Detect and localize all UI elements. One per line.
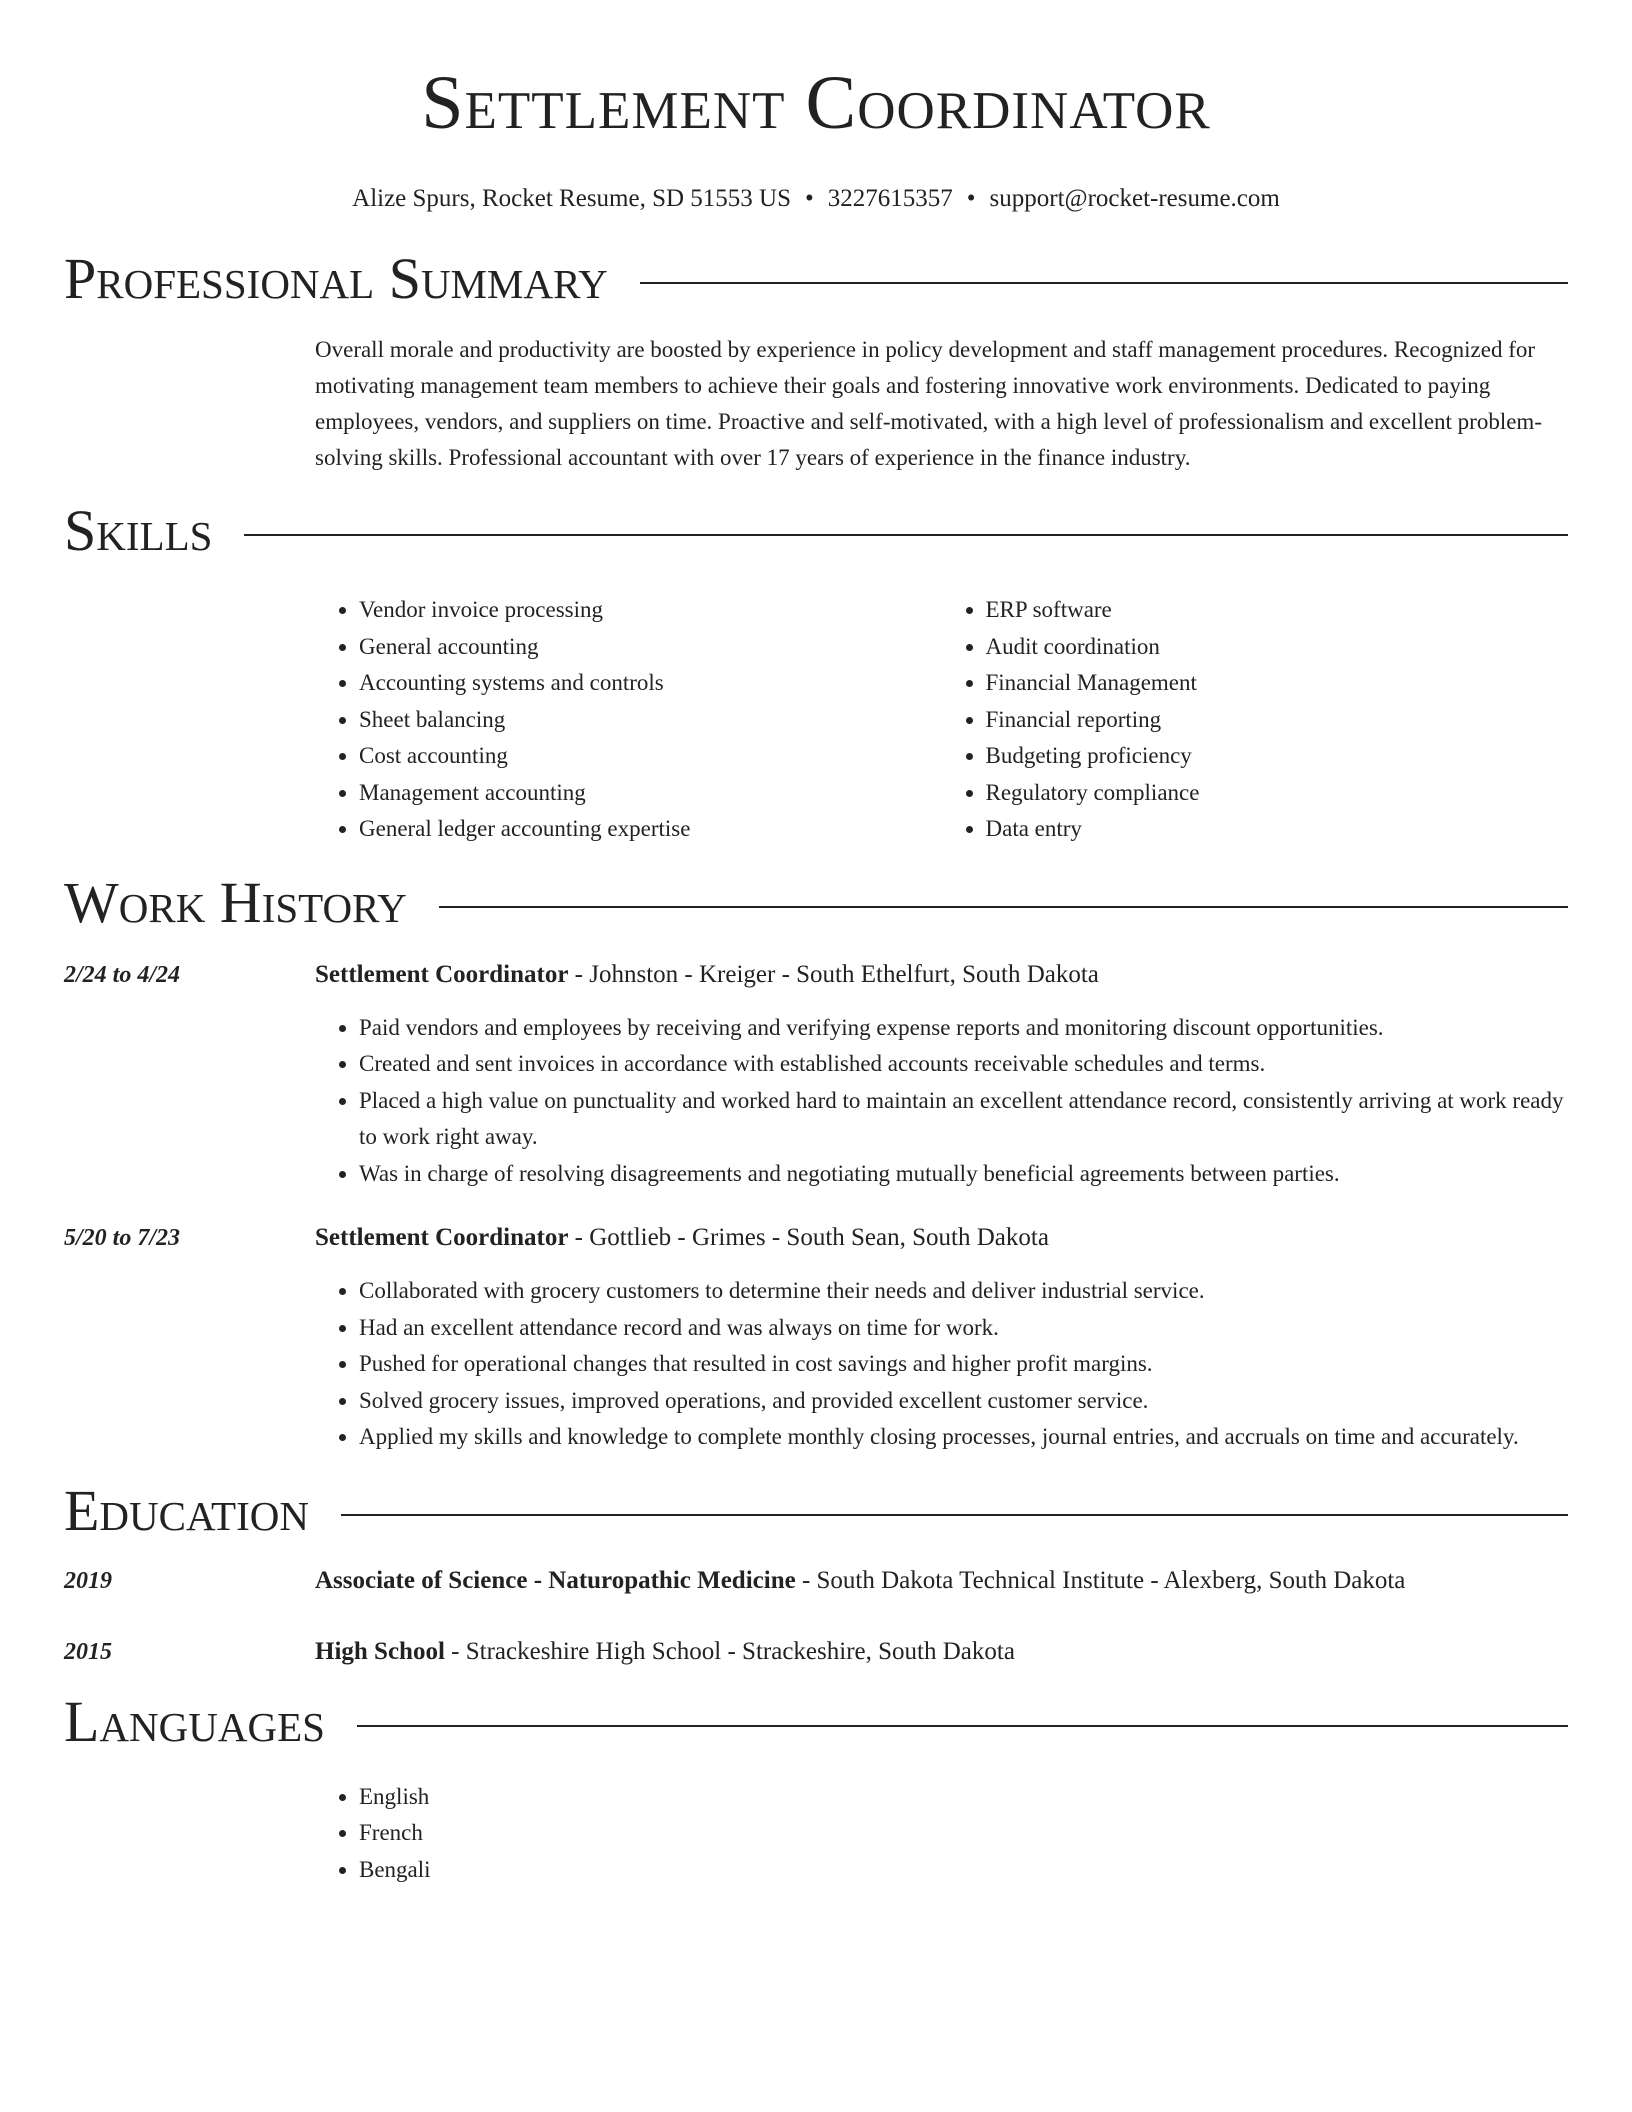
contact-line (64, 184, 1568, 214)
contact-address: Alize Spurs, Rocket Resume, SD 51553 US (352, 185, 792, 212)
job-title: Settlement Coordinator (315, 960, 569, 988)
contact-email: support@rocket-resume.com (989, 185, 1280, 212)
section-divider (357, 1725, 1568, 1727)
education-degree: High School (315, 1637, 445, 1665)
job-bullets (315, 1010, 1568, 1193)
skill-item: • Budgeting proficiency (986, 738, 1569, 775)
education-heading-line (315, 1637, 1015, 1667)
work-history-header (64, 868, 1568, 938)
job-bullet: • Placed a high value on punctuality and worked hard to maintain an excellent attendance record, consistently arriving at work ready to work right away. (359, 1083, 1568, 1156)
language-item: • English (359, 1779, 1568, 1816)
contact-separator: • (805, 185, 814, 212)
skills-header (64, 496, 1568, 566)
job-employer: - Gottlieb - Grimes - South Sean, South Dakota (568, 1224, 1049, 1251)
languages-heading: Languages (64, 1688, 325, 1754)
education-heading-line (315, 1566, 1405, 1596)
job-entry (64, 960, 1568, 1193)
skills-section (64, 496, 1568, 848)
skill-item: • ERP software (986, 592, 1569, 629)
language-item: • Bengali (359, 1852, 1568, 1889)
skill-item: • Financial reporting (986, 702, 1569, 739)
job-bullet: • Applied my skills and knowledge to complete monthly closing processes, journal entries, and accruals on time and accurately. (359, 1419, 1568, 1456)
skills-heading: Skills (64, 498, 213, 563)
skill-item: • Cost accounting (359, 738, 942, 775)
education-heading: Education (64, 1477, 309, 1543)
job-dates: 2/24 to 4/24 (64, 961, 181, 988)
skill-item: • Sheet balancing (359, 702, 942, 739)
skill-item: • Accounting systems and controls (359, 665, 942, 702)
language-item: • French (359, 1815, 1568, 1852)
job-title: Settlement Coordinator (315, 1224, 569, 1251)
section-divider (640, 282, 1568, 284)
skill-item: • Audit coordination (986, 629, 1569, 666)
job-header (64, 960, 1568, 990)
contact-separator: • (966, 185, 976, 212)
job-bullet: • Created and sent invoices in accordance with established accounts receivable schedules and terms. (359, 1046, 1568, 1083)
job-heading (315, 960, 1099, 990)
education-entry (64, 1566, 1568, 1596)
languages-list (315, 1779, 1568, 1889)
skill-item: • Data entry (986, 811, 1569, 848)
summary-section (64, 244, 1568, 476)
languages-section (64, 1687, 1568, 1889)
job-bullet: • Was in charge of resolving disagreements and negotiating mutually beneficial agreements between parties. (359, 1156, 1568, 1193)
work-history-section (64, 868, 1568, 1456)
languages-header (64, 1687, 1568, 1757)
skills-list-left (315, 592, 942, 848)
job-bullet: • Pushed for operational changes that resulted in cost savings and higher profit margins. (359, 1346, 1568, 1383)
education-school: - Strackeshire High School - Strackeshire, South Dakota (444, 1637, 1015, 1665)
job-header (64, 1223, 1568, 1253)
education-school: - South Dakota Technical Institute - Alexberg, South Dakota (795, 1566, 1406, 1594)
education-entry (64, 1637, 1568, 1667)
job-bullet: • Solved grocery issues, improved operations, and provided excellent customer service. (359, 1383, 1568, 1420)
skill-item: • General ledger accounting expertise (359, 811, 942, 848)
contact-phone: 3227615357 (827, 185, 953, 212)
skill-item: • Regulatory compliance (986, 775, 1569, 812)
education-year: 2019 (64, 1567, 112, 1594)
education-year: 2015 (64, 1638, 112, 1665)
job-heading (315, 1223, 1049, 1253)
job-dates: 5/20 to 7/23 (64, 1225, 181, 1251)
education-section (64, 1476, 1568, 1667)
work-history-heading: Work History (64, 869, 407, 935)
section-divider (439, 906, 1568, 908)
skill-item: • Management accounting (359, 775, 942, 812)
summary-text: Overall morale and productivity are boosted by experience in policy development and staff management procedures. Recognized for motivating management team members to achieve their goals and fostering innovative work environments. Dedicated to paying employees, vendors, and suppliers on time. Proactive and self-motivated, with a high level of professionalism and excellent problem-solving skills. Professional accountant with over 17 years of experience in the finance industry. (315, 337, 1542, 470)
section-divider (244, 534, 1568, 536)
skills-list-right (942, 592, 1569, 848)
job-bullet: • Collaborated with grocery customers to determine their needs and deliver industrial service. (359, 1273, 1568, 1310)
job-entry (64, 1223, 1568, 1456)
section-divider (341, 1514, 1568, 1516)
education-header (64, 1476, 1568, 1546)
job-bullet: • Had an excellent attendance record and was always on time for work. (359, 1310, 1568, 1347)
skill-item: • Vendor invoice processing (359, 592, 942, 629)
resume-title: Settlement Coordinator (421, 61, 1211, 145)
job-bullets (315, 1273, 1568, 1456)
skill-item: • General accounting (359, 629, 942, 666)
education-degree: Associate of Science - Naturopathic Medicine (315, 1566, 796, 1594)
job-employer: - Johnston - Kreiger - South Ethelfurt, South Dakota (568, 960, 1099, 988)
skill-item: • Financial Management (986, 665, 1569, 702)
summary-header (64, 244, 1568, 314)
job-bullet: • Paid vendors and employees by receiving and verifying expense reports and monitoring discount opportunities. (359, 1010, 1568, 1047)
summary-heading: Professional Summary (64, 246, 608, 311)
skills-columns (315, 592, 1568, 848)
